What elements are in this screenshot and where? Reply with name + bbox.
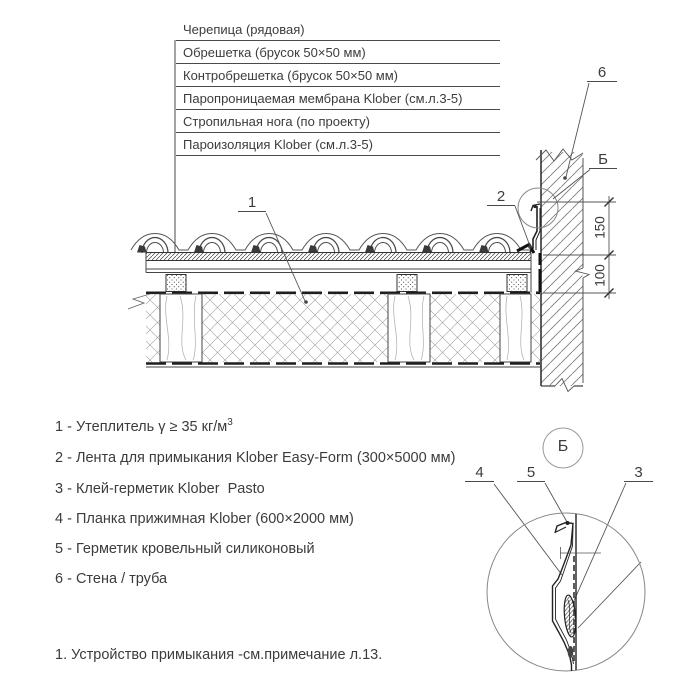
insulation-layer	[128, 294, 540, 362]
layer-label-membrane: Паропроницаемая мембрана Klober (см.л.3-5)	[176, 87, 500, 110]
tile-section	[131, 234, 531, 261]
layer-label-vapour-barrier: Пароизоляция Klober (см.л.3-5)	[176, 133, 500, 156]
callout-2-tape: 2	[487, 188, 515, 206]
detail-fastener-dot	[566, 521, 570, 525]
legend-item-1: 1 - Утеплитель γ ≥ 35 $кг/м^3$	[55, 417, 233, 435]
layer-label-rafter: Стропильная нога (по проекту)	[176, 110, 500, 133]
footnote: 1. Устройство примыкания -см.примечание л.13.	[55, 647, 383, 663]
legend-item-3: 3 - Клей-герметик Klober Pasto	[55, 480, 265, 497]
layer-label-batten: Обрешетка (брусок 50×50 мм)	[176, 41, 500, 64]
detail-marker-label: Б	[589, 151, 617, 169]
dimension-100: 100	[592, 264, 608, 287]
fastener-dot	[533, 205, 536, 208]
detail-view-B	[487, 428, 645, 671]
callout-1-insulation: 1	[238, 194, 266, 212]
legend-item-4: 4 - Планка прижимная Klober (600×2000 мм)	[55, 510, 354, 527]
counter-batten-blocks	[166, 275, 527, 292]
callout-4-plank: 4	[465, 464, 494, 482]
callout-5-roof-sealant: 5	[517, 464, 545, 482]
wall-section	[536, 149, 589, 392]
legend-item-6: 6 - Стена / труба	[55, 570, 168, 587]
legend-item-2: 2 - Лента для примыкания Klober Easy-Form (300×5000 мм)	[55, 449, 456, 466]
legend-item-5: 5 - Герметик кровельный силиконовый	[55, 540, 315, 557]
dimension-150: 150	[592, 216, 608, 239]
callout-3-glue-sealant: 3	[624, 464, 653, 482]
layer-label-counter-batten: Контробрешетка (брусок 50×50 мм)	[176, 64, 500, 87]
tile-interlocks	[137, 245, 489, 253]
layer-label-tile: Черепица (рядовая)	[176, 18, 500, 41]
detail-sealant-small	[568, 646, 574, 658]
callout-6-wall: 6	[587, 64, 617, 82]
detail-badge-label: Б	[557, 438, 569, 455]
